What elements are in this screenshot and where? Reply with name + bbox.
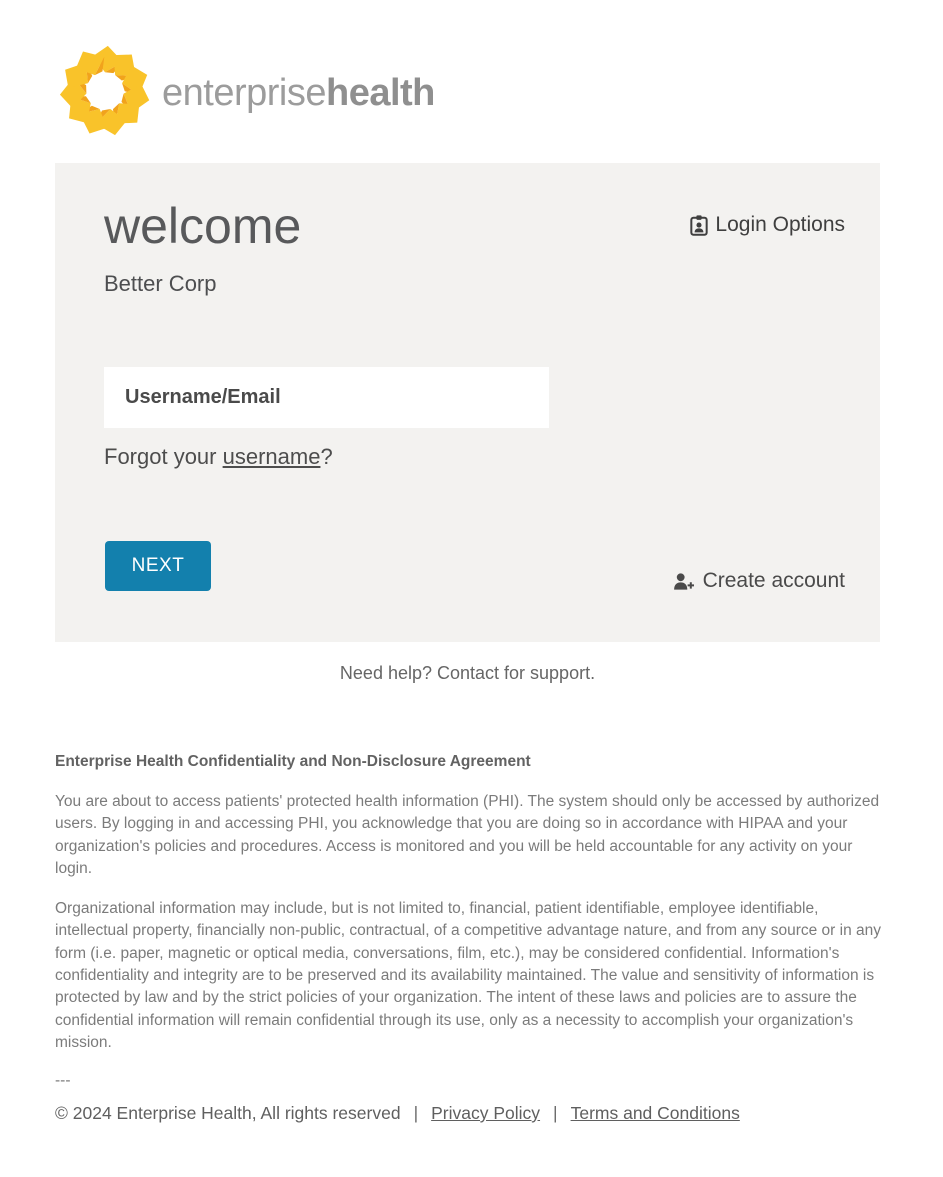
login-card [55, 163, 880, 642]
login-options-label: Login Options [715, 213, 845, 236]
agreement-paragraph: You are about to access patients' protected health information (PHI). The system should only be accessed by authorized users. By logging in and accessing PHI, you acknowledge that you are doing so in accordance with HIPAA and your organization's policies and procedures. Access is monitored and you will be held accountable for any activity on your login. [55, 793, 880, 877]
person-plus-icon [673, 573, 695, 590]
forgot-username-text [104, 444, 333, 470]
brand-wordmark [162, 72, 435, 115]
brand-wordmark-light: enterprise [162, 71, 326, 114]
next-button[interactable]: NEXT [105, 541, 211, 591]
forgot-username-link[interactable]: username [222, 444, 321, 469]
privacy-policy-link[interactable]: Privacy Policy [431, 1103, 541, 1123]
page-title: welcome [104, 198, 302, 254]
confidentiality-agreement [55, 752, 883, 1090]
brand-wordmark-bold: health [325, 71, 435, 114]
forgot-prefix: Forgot your [104, 444, 223, 469]
create-account-button[interactable] [673, 569, 845, 593]
page-footer [55, 1103, 740, 1124]
forgot-suffix: ? [320, 444, 333, 469]
copyright-text: © 2024 Enterprise Health, All rights reserved [55, 1103, 401, 1123]
username-input[interactable] [104, 367, 549, 428]
brand-logo [58, 44, 435, 138]
terms-and-conditions-link[interactable]: Terms and Conditions [570, 1103, 740, 1123]
organization-name: Better Corp [104, 271, 217, 296]
sunburst-icon [58, 44, 152, 138]
login-options-button[interactable] [690, 213, 845, 237]
create-account-label: Create account [702, 569, 845, 592]
id-badge-icon [690, 215, 708, 236]
footer-separator: | [553, 1103, 558, 1123]
agreement-paragraph: Organizational information may include, but is not limited to, financial, patient identifiable, employee identifiable, intellectual property, financially non-public, contractual, of a competitive advantage nature, and from any source or in any form (i.e. paper, magnetic or optical media, conversations, film, etc.), may be considered confidential. Information's confidentiality and integrity are to be preserved and its availability maintained. The value and sensitivity of information is protected by law and by the strict policies of your organization. The intent of these laws and policies are to assure the confidential information will remain confidential through its use, only as a necessity to accomplish your organization's mission. [55, 900, 881, 1051]
footer-separator: | [413, 1103, 419, 1123]
agreement-heading: Enterprise Health Confidentiality and Non-Disclosure Agreement [55, 753, 531, 770]
support-text: Need help? Contact for support. [339, 663, 596, 683]
agreement-divider: --- [55, 1072, 71, 1090]
